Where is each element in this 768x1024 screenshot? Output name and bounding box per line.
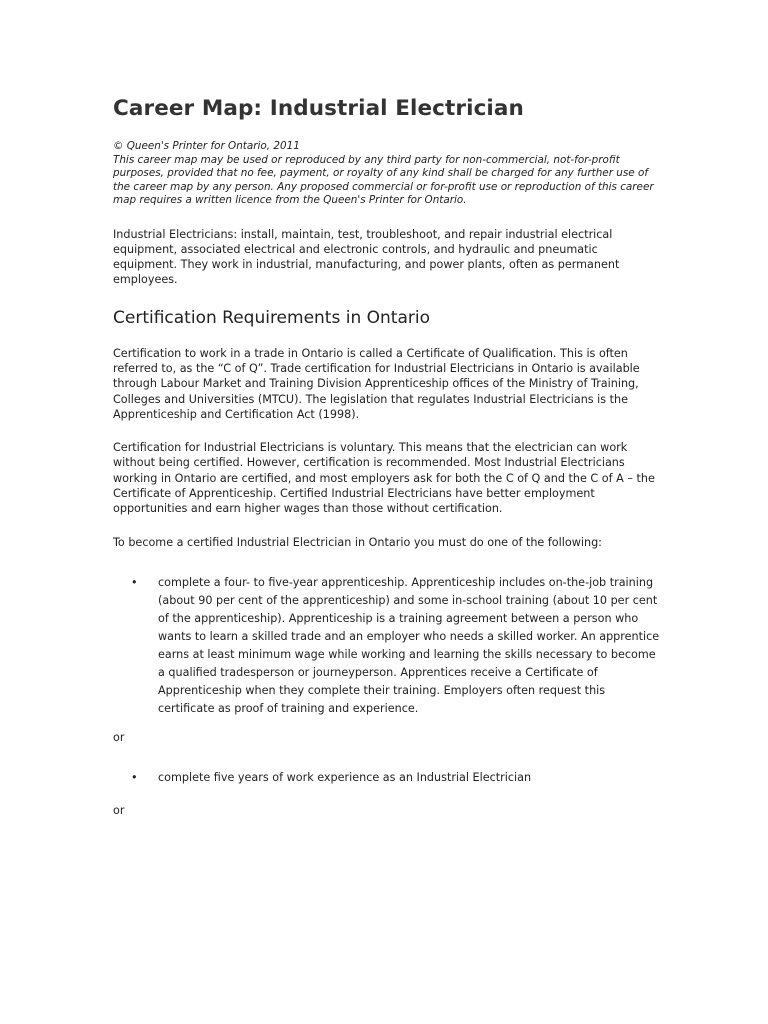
- requirements-list-1: [113, 574, 658, 718]
- list-item-text: complete five years of work experience as an Industrial Electrician: [158, 770, 532, 784]
- intro-paragraph: Industrial Electricians: install, maintain, test, troubleshoot, and repair industrial electrical equipment, associated electrical and electronic controls, and hydraulic and pneumatic equipment. They work in industrial, manufacturing, and power plants, often as permanent employees.: [113, 227, 620, 287]
- list-item-text: complete a four- to five-year apprenticeship. Apprenticeship includes on-the-job training (about 90 per cent of the apprenticeship) and some in-school training (about 10 per cent of the apprenticeship). Apprenticeship is a training agreement between a person who wants to learn a skilled trade and an employer who needs a skilled worker. An apprentice earns at least minimum wage while working and learning the skills necessary to become a qualified tradesperson or journeyperson. Apprentices receive a Certificate of Apprenticeship when they complete their training. Employers often request this certificate as proof of training and experience.: [158, 575, 660, 715]
- list-item: [113, 574, 663, 718]
- section-heading: Certification Requirements in Ontario: [113, 307, 430, 328]
- copyright-body: This career map may be used or reproduced by any third party for non-commercial, not-for-profit purposes, provided that no fee, payment, or royalty of any kind shall be charged for any further use of the career map by any person. Any proposed commercial or for-profit use or reproduction of this career map requires a written licence from the Queen's Printer for Ontario.: [113, 153, 654, 206]
- document-page: [113, 94, 658, 818]
- or-separator: or: [113, 803, 125, 817]
- copyright-notice: [113, 140, 658, 208]
- copyright-line: © Queen's Printer for Ontario, 2011: [113, 140, 300, 152]
- or-separator: or: [113, 730, 125, 744]
- certification-paragraph-2: Certification for Industrial Electricians is voluntary. This means that the electrician can work without being certified. However, certification is recommended. Most Industrial Electricians working in Ontario are certified, and most employers ask for both the C of Q and the C of A – the Certificate of Apprenticeship. Certified Industrial Electricians have better employment opportunities and earn higher wages than those without certification.: [113, 441, 655, 516]
- requirements-list-2: [113, 769, 658, 787]
- page-title: Career Map: Industrial Electrician: [113, 96, 524, 121]
- bullet-icon: •: [131, 770, 138, 784]
- certification-paragraph-3: To become a certified Industrial Electrician in Ontario you must do one of the following:: [113, 535, 602, 549]
- list-item: [113, 769, 663, 787]
- bullet-icon: •: [131, 575, 138, 589]
- certification-paragraph-1: Certification to work in a trade in Ontario is called a Certificate of Qualification. This is often referred to, as the “C of Q”. Trade certification for Industrial Electricians in Ontario is available through Labour Market and Training Division Apprenticeship offices of the Ministry of Training, Colleges and Universities (MTCU). The legislation that regulates Industrial Electricians is the Apprenticeship and Certification Act (1998).: [113, 346, 640, 421]
